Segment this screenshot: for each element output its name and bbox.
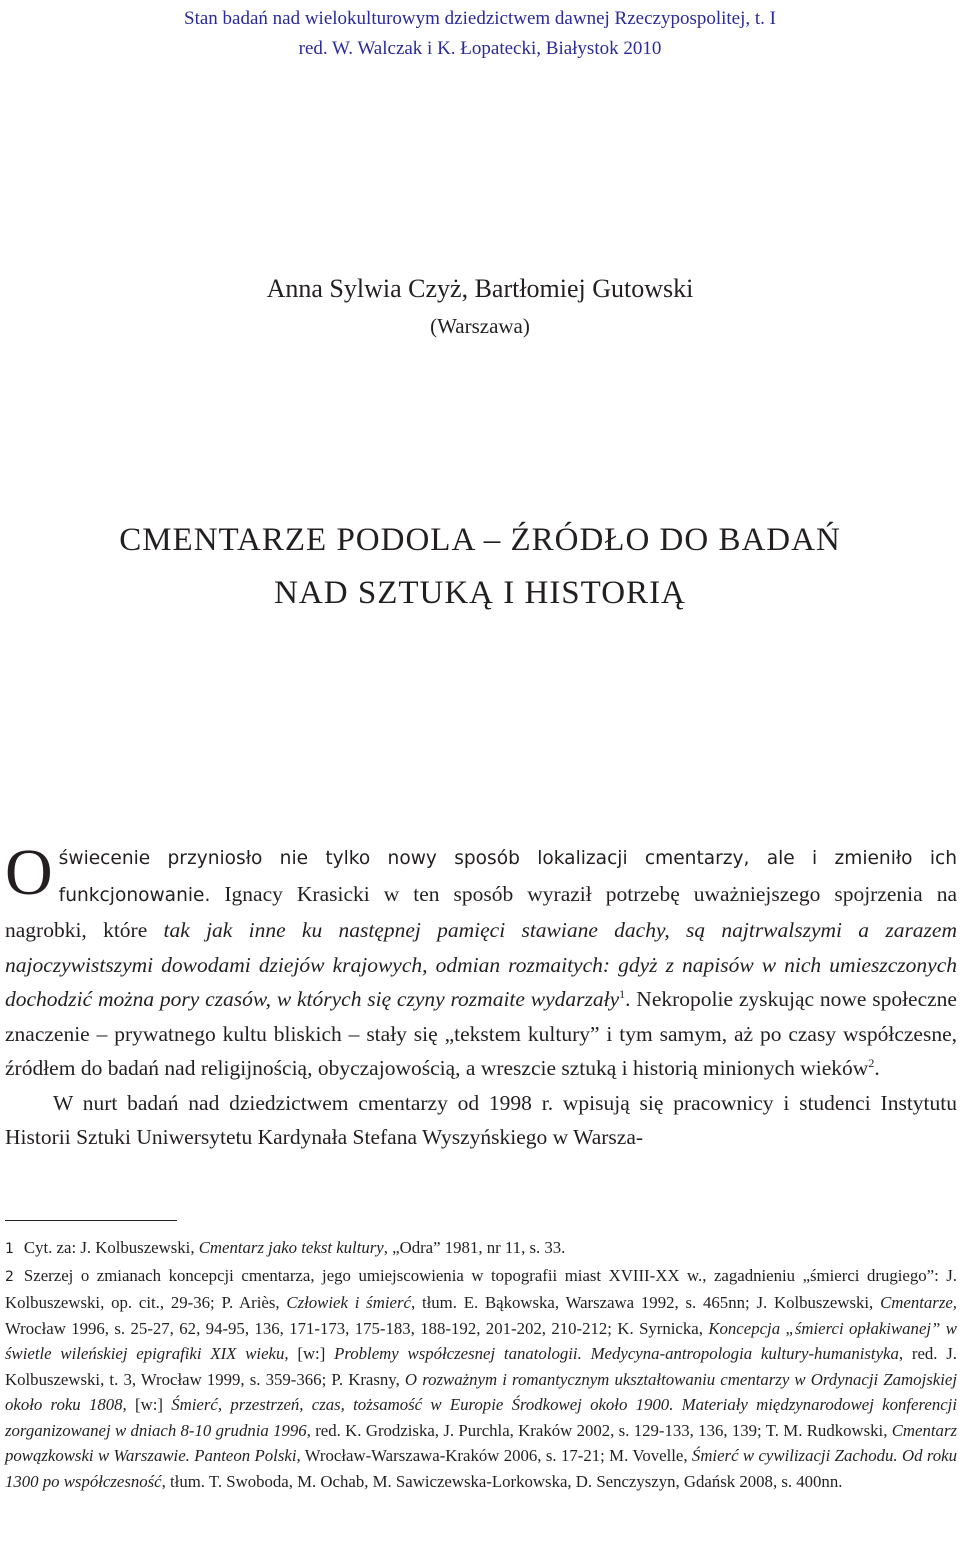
footnote-title: Śmierć, przestrzeń, czas, tożsamość w Europie Środkowej około 1900. Materiały międzynarodowej konferencji zorganizowanej w dniach 8-10 grudnia 1996	[5, 1395, 958, 1440]
footnote-title: Problemy współczesnej tanatologii. Medycyna-antropologia kultury-humanistyka	[334, 1344, 899, 1363]
paragraph-text: . Nekropolie zyskując nowe społeczne znaczenie – prywatnego kultu bliskich – stały się „tekstem kultury” i tym samym, aż po czasy współczesne, źródłem do badań nad religijnością, obyczajowością, a wreszcie sztuką i historią minionych wieków	[5, 987, 957, 1080]
author-affiliation: (Warszawa)	[430, 314, 530, 338]
footnote-number: 1	[5, 1241, 14, 1257]
footnote-text: Cyt. za: J. Kolbuszewski,	[23, 1238, 199, 1257]
footnote-text: , „Odra” 1981, nr 11, s. 33.	[383, 1238, 566, 1257]
footnote-title: Cmentarz jako tekst kultury	[198, 1238, 384, 1257]
footnote-text: Szerzej o zmianach koncepcji cmentarza, jego umiejscowienia w topografii miast XVIII-XX w., zagadnieniu „śmierci drugiego”: J. Kolbuszewski, op. cit., 29-36; P. Ariès,	[5, 1265, 957, 1312]
footnote-text: [w:]	[126, 1395, 172, 1414]
footnote-title: Cmentarz powązkowski w Warszawie. Panteon Polski,	[5, 1420, 957, 1465]
article-body	[5, 836, 957, 1155]
footnote-number: 2	[5, 1268, 14, 1285]
drop-cap: O	[5, 836, 53, 909]
article-title	[0, 514, 960, 620]
footnote-2	[5, 1263, 957, 1495]
paragraph-text: Ignacy Krasicki w ten sposób wyraził potrzebę uważniejszego spojrzenia na nagrobki, które	[5, 881, 957, 942]
paragraph-2: W nurt badań nad dziedzictwem cmentarzy od 1998 r. wpisują się pracownicy i studenci Instytutu Historii Sztuki Uniwersytetu Kardynała Stefana Wyszyńskiego w Warsza-	[5, 1090, 957, 1149]
footnote-text: Wrocław 1996, s. 25-27, 62, 94-95, 136, 171-173, 175-183, 188-192, 201-202, 210-212; K. Syrnicka,	[5, 1318, 709, 1338]
footnote-text: , red. K. Grodziska, J. Purchla, Kraków 2002, s. 129-133, 136, 139; T. M. Rudkowski,	[306, 1420, 892, 1440]
title-line-1: CMENTARZE PODOLA – ŹRÓDŁO DO BADAŃ	[119, 522, 841, 558]
footnote-text: , red. J. Kolbuszewski, t. 3, Wrocław 1999, s. 359-366; P. Krasny,	[5, 1344, 957, 1389]
paragraph-text: .	[874, 1056, 880, 1080]
footnote-title: Śmierć w cywilizacji Zachodu. Od roku 1300 po współczesność	[5, 1446, 957, 1491]
article-authors: Anna Sylwia Czyż, Bartłomiej Gutowski	[266, 274, 694, 303]
paragraph-1	[5, 836, 957, 1086]
footnote-1	[5, 1235, 957, 1263]
running-header	[0, 4, 960, 64]
header-line-1: Stan badań nad wielokulturowym dziedzictwem dawnej Rzeczypospolitej, t. I	[184, 8, 776, 29]
footnote-text: , tłum. T. Swoboda, M. Ochab, M. Sawiczewska-Lorkowska, D. Senczyszyn, Gdańsk 2008, s. 400nn.	[161, 1471, 843, 1491]
footnote-separator	[5, 1220, 177, 1221]
footnote-title: Człowiek i śmierć	[286, 1293, 411, 1312]
lead-in-text: świecenie przyniosło nie tylko nowy sposób lokalizacji cmentarzy, ale i zmieniło ich funkcjonowanie.	[58, 848, 957, 906]
footnote-title: Koncepcja „śmierci opłakiwanej” w świetle wileńskiej epigrafiki XIX wieku,	[5, 1318, 957, 1363]
footnote-title: Cmentarze,	[880, 1293, 957, 1312]
krasicki-quote: tak jak inne ku następnej pamięci stawiane dachy, są najtrwalszymi a zarazem najoczywistszymi dowodami dziejów krajowych, odmian rozmaitych: gdyż z napisów w nich umieszczonych dochodzić można pory czasów, w których się czyny rozmaite wydarzały	[5, 918, 957, 1011]
title-line-2: NAD SZTUKĄ I HISTORIĄ	[274, 575, 686, 611]
footnote-text: Wrocław-Warszawa-Kraków 2006, s. 17-21; M. Vovelle,	[300, 1446, 692, 1465]
footnote-text: , tłum. E. Bąkowska, Warszawa 1992, s. 465nn; J. Kolbuszewski,	[410, 1293, 881, 1312]
footnote-ref-1[interactable]: 1	[619, 986, 626, 1001]
header-line-2: red. W. Walczak i K. Łopatecki, Białystok 2010	[298, 38, 662, 59]
footnote-ref-2[interactable]: 2	[868, 1055, 875, 1070]
footnotes	[5, 1235, 957, 1494]
footnote-text: [w:]	[288, 1344, 335, 1363]
footnote-title: O rozważnym i romantycznym ukształtowaniu cmentarzy w Ordynacji Zamojskiej około roku 1808,	[5, 1369, 957, 1414]
